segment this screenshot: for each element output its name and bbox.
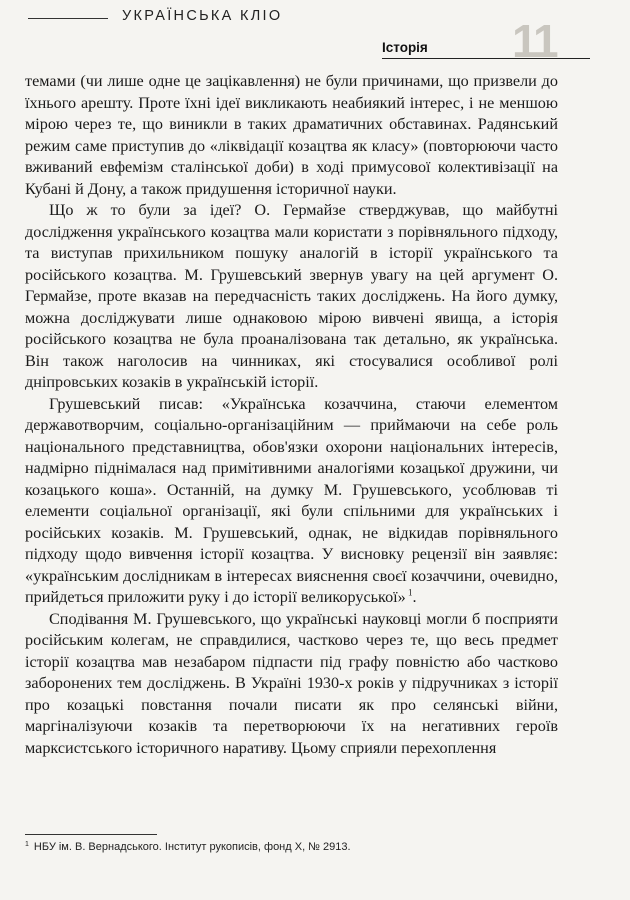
- paragraph-1: темами (чи лише одне це зацікавлення) не були причинами, що призвели до їхнього арешту. Проте їхні ідеї викликають неабиякий інтерес, і не меншою мірою через те, що виникли в таких драматичних обставинах. Радянський режим саме приступив до «ліквідації козацтва як класу» (повторюючи часто вживаний евфемізм сталінської доби) в ході примусової колективізації на Кубані й Дону, а також придушення історичної науки.: [25, 72, 558, 198]
- section-rule: [382, 58, 590, 59]
- footnote-marker: 1: [25, 841, 29, 848]
- paragraph-3-text: Грушевський писав: «Українська козаччина, стаючи елементом державотворчим, соціально-організаційним — приймаючи на себе роль національного представництва, обов'язки охорони національних інтересів, надмірно піднімалася над примітивними аналогіями козацької дружини, чи козацького коша». Останній, на думку М. Грушевського, усоблював ті елементи соціальної організації, які були спільними для українських і російських козаків. М. Грушевський, однак, не відкидав порівняльного підходу щодо вивчення історії козацтва. У висновку рецензії він заявляє: «українським дослідникам в інтересах вияснення своєї козаччини, очевидно, прийдеться приложити руку і до історії великоруської»: [25, 394, 558, 606]
- footnote-rule: [25, 834, 157, 835]
- body-text: [25, 71, 558, 759]
- page-number: 11: [512, 15, 557, 67]
- paragraph-4: Сподівання М. Грушевського, що українські науковці могли б посприяти російським колегам, не справдилися, частково через те, що весь предмет історії козацтва мав незабаром підпасти під графу повністю або частково заборонених тем досліджень. В Україні 1930-х років у підручниках з історії про козацькі повстання почали писати як про селянські війни, маргіналізуючи козаків та перетворюючи їх на негативних героїв марксистського історичного наративу. Цьому сприяли перехоплення: [25, 609, 558, 757]
- footnote: [25, 841, 565, 853]
- paragraph-3: Грушевський писав: «Українська козаччина, стаючи елементом державотворчим, соціально-організаційним — приймаючи на себе роль національного представництва, обов'язки охорони національних інтересів, надмірно піднімалася над примітивними аналогіями козацької дружини, чи козацького коша». Останній, на думку М. Грушевського, усоблював ті елементи соціальної організації, які були спільними для українських і російських козаків. М. Грушевський, однак, не відкидав порівняльного підходу щодо вивчення історії козацтва. У висновку рецензії він заявляє: «українським дослідникам в інтересах вияснення своєї козаччини, очевидно, прийдеться приложити руку і до історії великоруської» $^1$.: [25, 394, 558, 606]
- footnote-reference[interactable]: 1: [408, 587, 413, 598]
- header-rule: [28, 18, 108, 19]
- section-label: Історія: [382, 40, 428, 55]
- paragraph-2: Що ж то були за ідеї? О. Гермайзе стверджував, що майбутні дослідження українського козацтва мали користати з порівняльного підходу, та виступав прихильником пошуку аналогій в історії українського та російського козацтва. М. Грушевський звернув увагу на цей аргумент О. Гермайзе, проте вказав на передчасність таких досліджень. На його думку, можна досліджувати лише однаковою мірою вивчені явища, а історія російського козацтва не була проаналізована так детально, як українська. Він також наголосив на чинниках, які стосувалися особливої ролі дніпровських козаків в українській історії.: [25, 201, 558, 391]
- footnote-text: НБУ ім. В. Вернадського. Інститут рукописів, фонд Х, № 2913.: [33, 841, 351, 853]
- journal-title: УКРАЇНСЬКА КЛІО: [122, 8, 283, 24]
